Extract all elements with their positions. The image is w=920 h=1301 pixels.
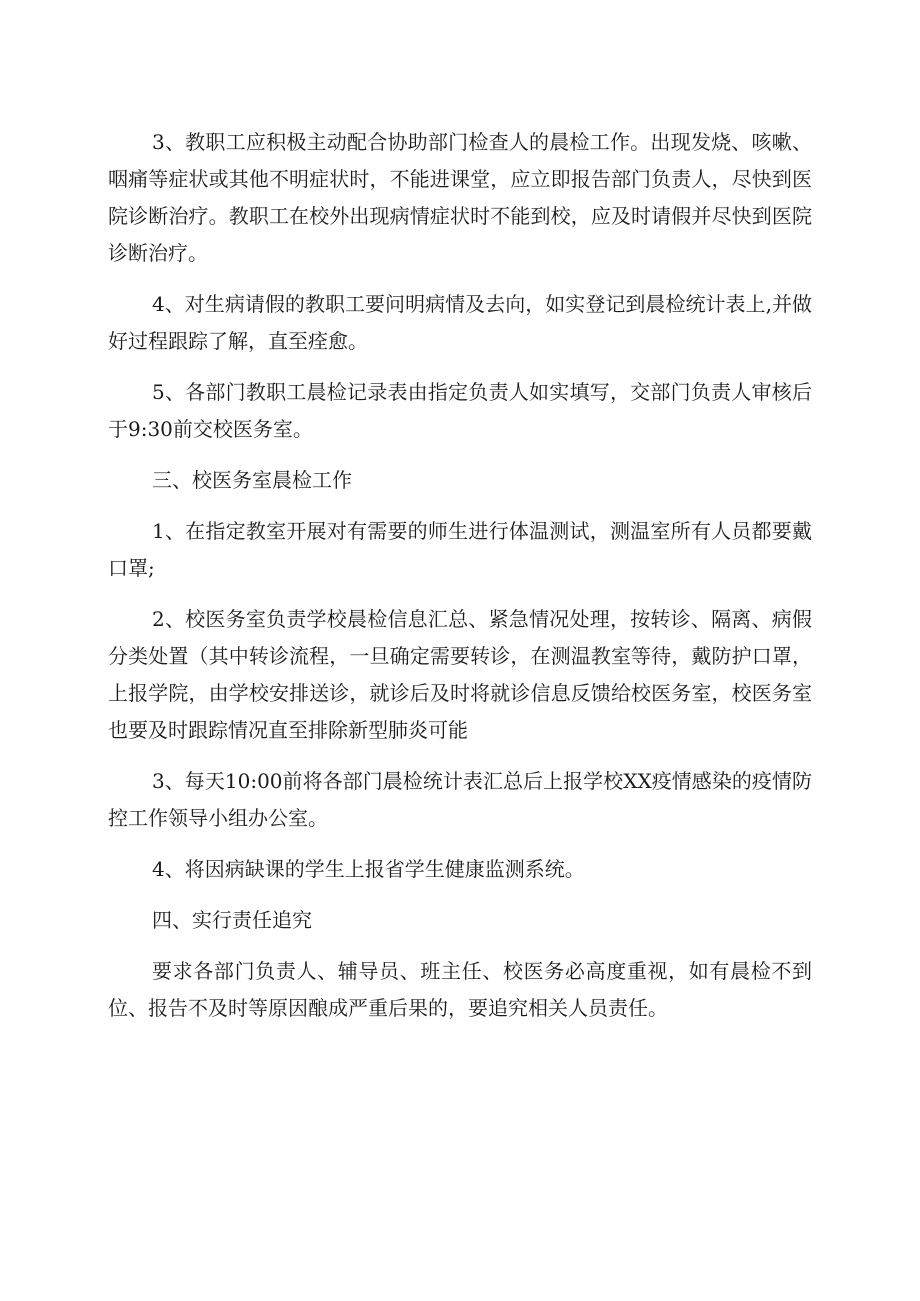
paragraph-absence-report: 4、将因病缺课的学生上报省学生健康监测系统。 [152,857,585,881]
paragraph-daily-report: 3、每天10:00前将各部门晨检统计表汇总后上报学校XX疫情感染的疫情防控工作领导小组办公室。 [108,769,812,830]
section-heading-accountability: 四、实行责任追究 [152,908,312,932]
section-heading-clinic-check: 三、校医务室晨检工作 [152,468,352,492]
paragraph-clinic-summary: 2、校医务室负责学校晨检信息汇总、紧急情况处理，按转诊、隔离、病假分类处置（其中转诊流程，一旦确定需要转诊，在测温教室等待，戴防护口罩，上报学院，由学校安排送诊，就诊后及时将就诊信息反馈给校医务室，校医务室也要及时跟踪情况直至排除新型肺炎可能 [108,607,812,742]
paragraph-sick-leave-tracking: 4、对生病请假的教职工要问明病情及去向，如实登记到晨检统计表上,并做好过程跟踪了解，直至痊愈。 [108,292,812,353]
paragraph-staff-cooperation: 3、教职工应积极主动配合协助部门检查人的晨检工作。出现发烧、咳嗽、咽痛等症状或其他不明症状时，不能进课堂，应立即报告部门负责人，尽快到医院诊断治疗。教职工在校外出现病情症状时不能到校，应及时请假并尽快到医院诊断治疗。 [108,130,812,265]
paragraph-temperature-test: 1、在指定教室开展对有需要的师生进行体温测试，测温室所有人员都要戴口罩; [108,519,812,580]
paragraph-accountability: 要求各部门负责人、辅导员、班主任、校医务必高度重视，如有晨检不到位、报告不及时等原因酿成严重后果的，要追究相关人员责任。 [108,959,812,1020]
document-body [108,124,812,1041]
paragraph-record-submission: 5、各部门教职工晨检记录表由指定负责人如实填写，交部门负责人审核后于9:30前交校医务室。 [108,380,812,441]
